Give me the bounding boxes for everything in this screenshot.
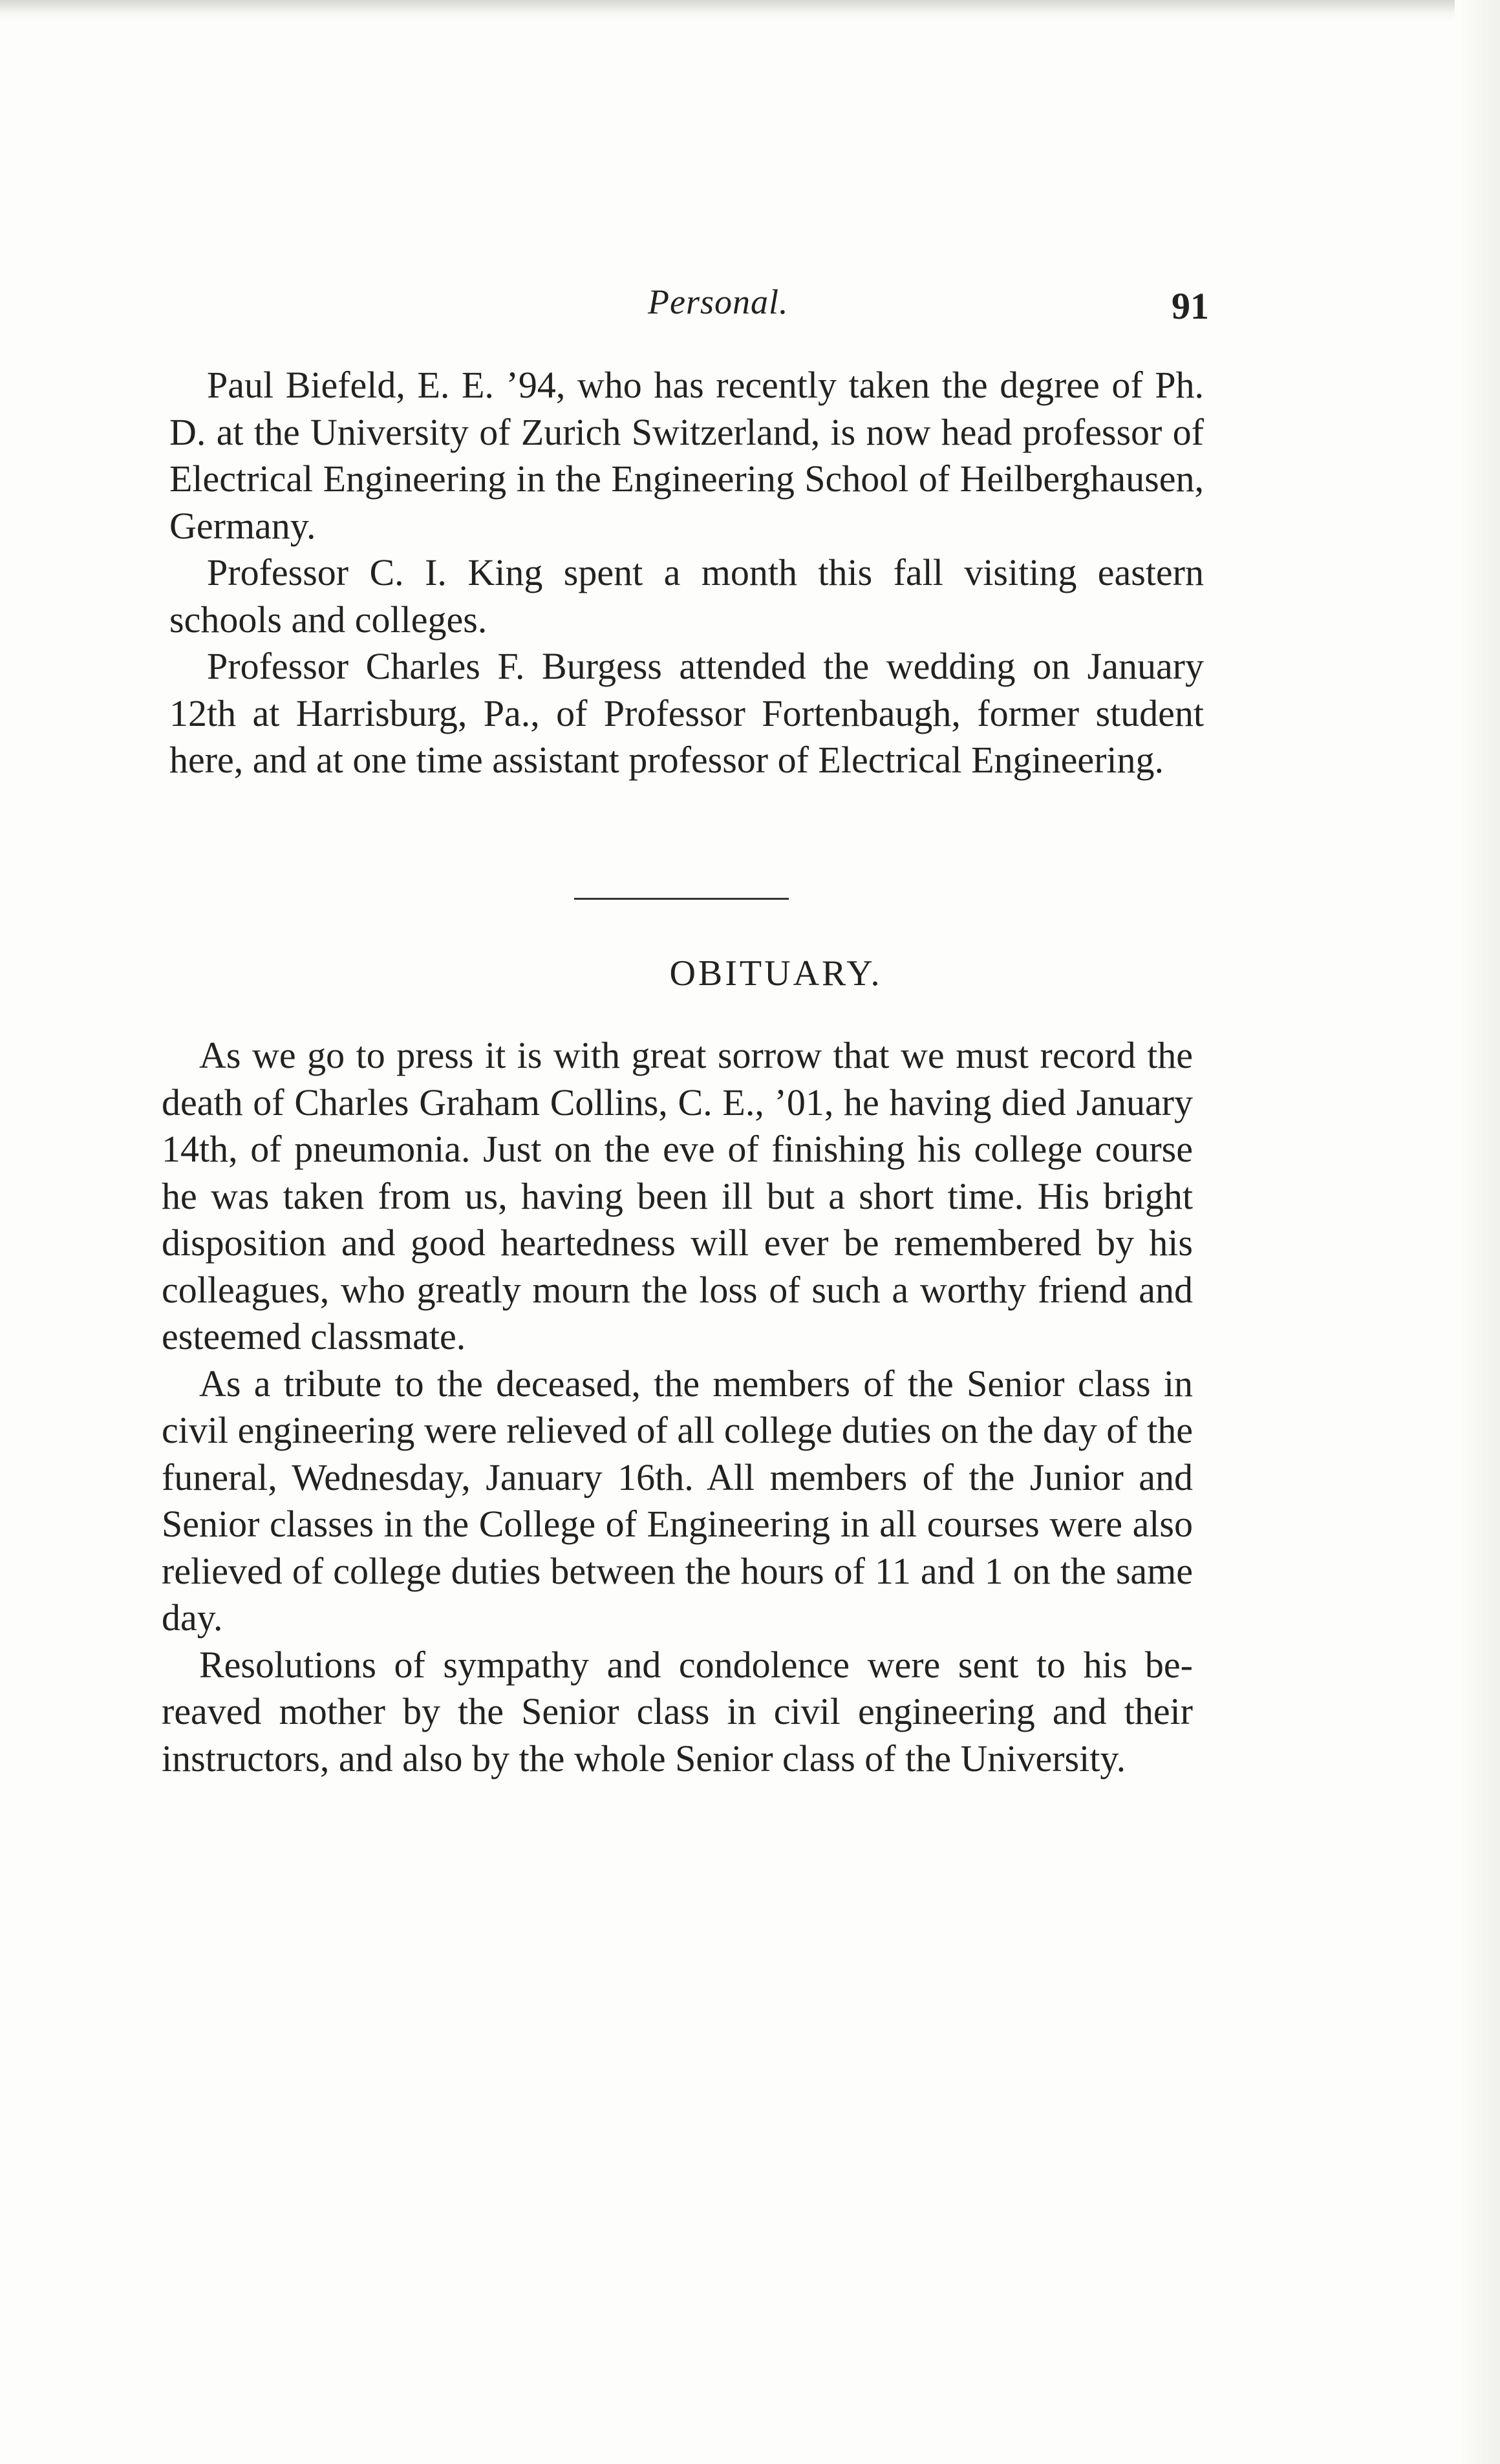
personal-paragraph: Professor C. I. King spent a month this fall visiting eastern schools and colleges. bbox=[169, 551, 1204, 641]
personal-paragraph: Paul Biefeld, E. E. ’94, who has recently taken the degree of Ph. D. at the University of Zurich Switzerland, is now head professor of Electrical Engineering in the Engineering School of Heilberghausen, Germany. bbox=[169, 364, 1204, 547]
personal-section bbox=[169, 362, 1204, 784]
section-divider bbox=[574, 898, 789, 900]
page-number: 91 bbox=[1172, 285, 1209, 327]
running-head bbox=[0, 277, 1500, 328]
obituary-paragraph: As a tribute to the deceased, the members of the Senior class in civil engineering were relieved of all college duties on the day of the funeral, Wednesday, January 16th. All members of the Junior and Senior classes in the College of Engineering in all courses were also relieved of college duties between the hours of 11 and 1 on the same day. bbox=[162, 1362, 1193, 1639]
obituary-section bbox=[162, 1032, 1193, 1782]
page-top-edge bbox=[0, 0, 1500, 22]
obituary-paragraph: As we go to press it is with great sorrow that we must record the death of Charles Graham Collins, C. E., ’01, he having died January 14th, of pneumonia. Just on the eve of finishing his college course he was taken from us, having been ill but a short time. His bright disposition and good heartedness will ever be remembered by his colleagues, who greatly mourn the loss of such a worthy friend and esteemed classmate. bbox=[162, 1034, 1193, 1357]
obituary-heading: OBITUARY. bbox=[669, 953, 883, 993]
obituary-paragraph: Resolutions of sympathy and condolence were sent to his bereaved mother by the Senior class in civil engineering and their instructors, and also by the whole Senior class of the University. bbox=[162, 1643, 1193, 1779]
page-right-edge bbox=[1455, 0, 1500, 2464]
running-title: Personal. bbox=[648, 282, 789, 321]
personal-paragraph: Professor Charles F. Burgess attended the wedding on January 12th at Harrisburg, Pa., of Professor Fortenbaugh, former student here, and at one time assistant professor of Electrical Engineering. bbox=[169, 645, 1204, 781]
